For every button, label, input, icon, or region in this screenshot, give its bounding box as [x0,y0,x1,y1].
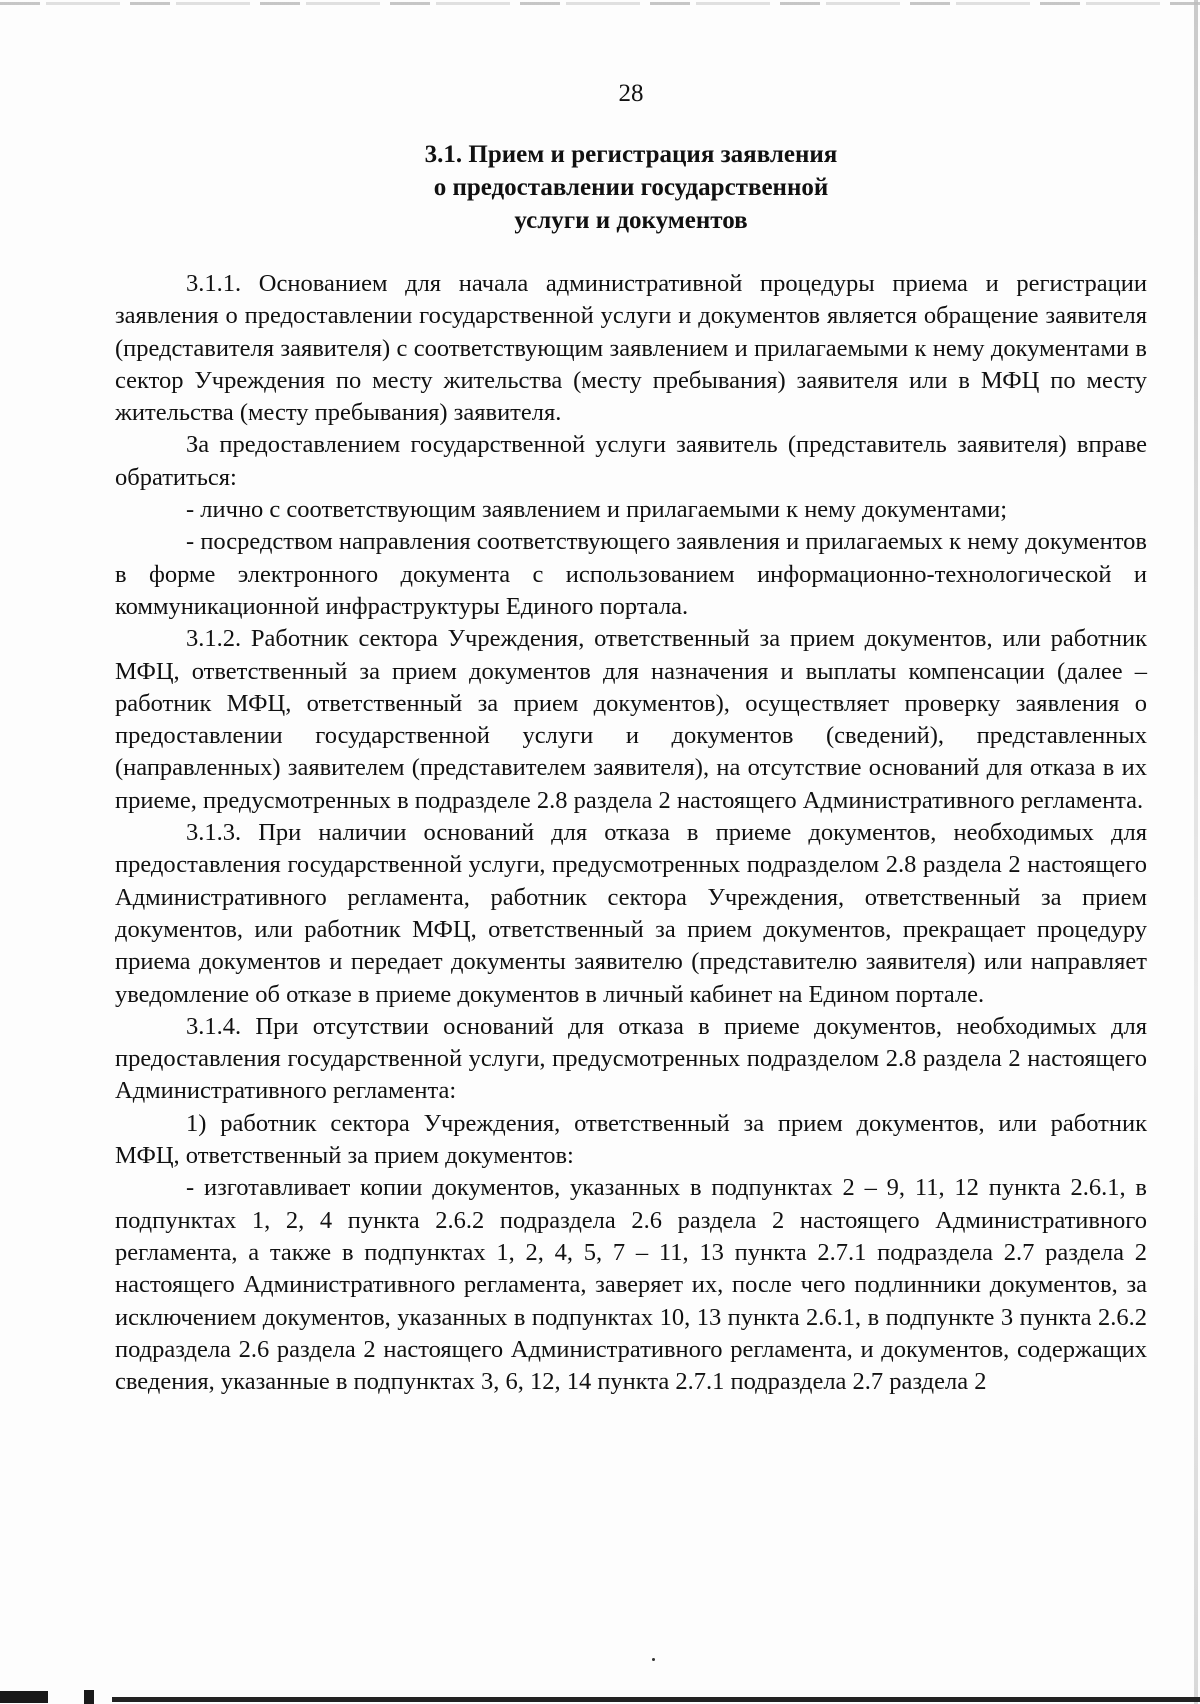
section-heading-line: услуги и документов [514,207,748,234]
scan-edge-bottom [0,1688,1200,1704]
paragraph: 3.1.4. При отсутствии оснований для отказа в приеме документов, необходимых для предоставления государственной услуги, предусмотренных подразделом 2.8 раздела 2 настоящего Административного регламента: [115,1012,1147,1105]
scan-edge-top [0,2,1200,5]
paragraph: 3.1.3. При наличии оснований для отказа в приеме документов, необходимых для предоставления государственной услуги, предусмотренных подразделом 2.8 раздела 2 настоящего Административного регламента, работник сектора Учреждения, ответственный за прием документов, или работник МФЦ, ответственный за прием документов, прекращает процедуру приема документов и передает документы заявителю (представителю заявителя) или направляет уведомление об отказе в приеме документов в личный кабинет на Едином портале. [115,819,1147,1008]
paragraph: 1) работник сектора Учреждения, ответственный за прием документов, или работник МФЦ, ответственный за прием документов: [115,1109,1147,1170]
section-heading-line: о предоставлении государственной [433,174,829,201]
document-body [115,268,1147,1398]
section-heading [0,138,1200,237]
scan-mark [84,1690,94,1704]
scan-speck [652,1658,655,1661]
paragraph: 3.1.2. Работник сектора Учреждения, ответственный за прием документов, или работник МФЦ, ответственный за прием документов для назначения и выплаты компенсации (далее – работник МФЦ, ответственный за прием документов), осуществляет проверку заявления о предоставлении государственной услуги и документов (сведений), представленных (направленных) заявителем (представителем заявителя), на отсутствие оснований для отказа в их приеме, предусмотренных в подразделе 2.8 раздела 2 настоящего Административного регламента. [115,625,1147,814]
paragraph: - изготавливает копии документов, указанных в подпунктах 2 – 9, 11, 12 пункта 2.6.1, в подпунктах 1, 2, 4 пункта 2.6.2 подраздела 2.6 раздела 2 настоящего Административного регламента, а также в подпунктах 1, 2, 4, 5, 7 – 11, 13 пункта 2.7.1 подраздела 2.7 раздела 2 настоящего Административного регламента, заверяет их, после чего подлинники документов, за исключением документов, указанных в подпунктах 10, 13 пункта 2.6.1, в подпункте 3 пункта 2.6.2 подраздела 2.6 раздела 2 настоящего Административного регламента, и документов, содержащих сведения, указанные в подпунктах 3, 6, 12, 14 пункта 2.7.1 подраздела 2.7 раздела 2 [115,1174,1147,1396]
scan-mark [0,1691,48,1703]
scan-rule [112,1697,1200,1702]
paragraph: 3.1.1. Основанием для начала административной процедуры приема и регистрации заявления о предоставлении государственной услуги и документов является обращение заявителя (представителя заявителя) с соответствующим заявлением и прилагаемыми к нему документами в сектор Учреждения по месту жительства (месту пребывания) заявителя или в МФЦ по месту жительства (месту пребывания) заявителя. [115,270,1147,427]
page-number: 28 [618,80,644,107]
paragraph: - лично с соответствующим заявлением и прилагаемыми к нему документами; [186,496,1008,524]
paragraph: - посредством направления соответствующего заявления и прилагаемых к нему документов в форме электронного документа с использованием информационно-технологической и коммуникационной инфраструктуры Единого портала. [115,528,1147,620]
scan-edge-right [1194,0,1198,1704]
section-heading-line: 3.1. Прием и регистрация заявления [424,141,838,168]
paragraph: За предоставлением государственной услуги заявитель (представитель заявителя) вправе обратиться: [115,431,1147,491]
